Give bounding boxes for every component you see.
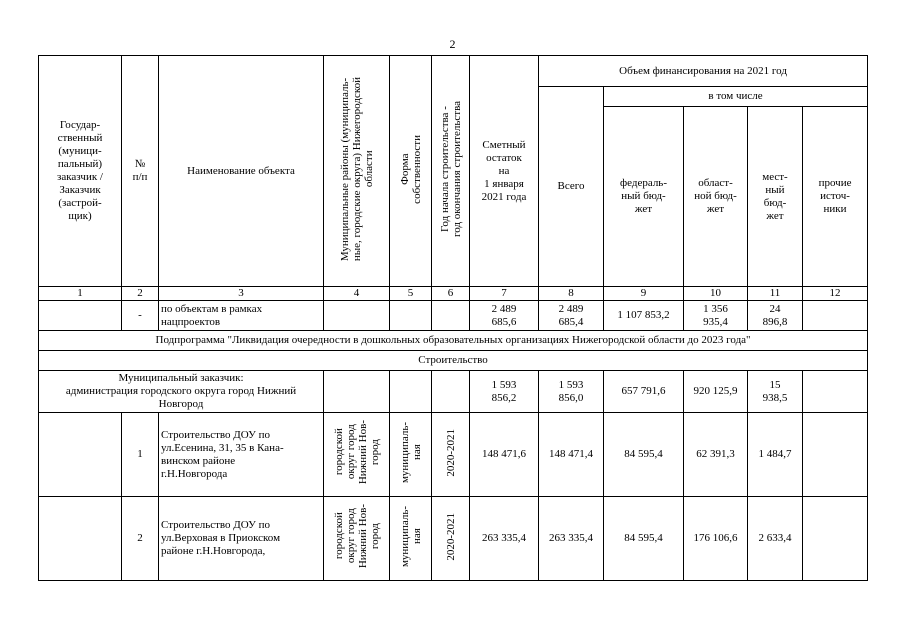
object-num: 1 — [122, 413, 159, 497]
header-federal: федераль- ный бюд- жет — [604, 107, 684, 287]
object-total: 263 335,4 — [539, 497, 604, 581]
table-row — [39, 413, 868, 497]
subprogram-title: Подпрограмма "Ликвидация очередности в дошкольных образовательных организациях Нижегородской области до 2023 года" — [39, 331, 868, 351]
header-funding: Объем финансирования на 2021 год — [539, 56, 868, 87]
header-customer: Государ- ственный (муници- пальный) заказчик / Заказчик (застрой- щик) — [39, 56, 122, 287]
row-local: 24 896,8 — [748, 301, 803, 331]
object-federal: 84 595,4 — [604, 497, 684, 581]
section-title: Строительство — [39, 351, 868, 371]
header-local: мест- ный бюд- жет — [748, 107, 803, 287]
page-number: 2 — [449, 37, 456, 51]
object-local: 2 633,4 — [748, 497, 803, 581]
header-years: Год начала строительства - год окончания строительства — [432, 56, 470, 287]
object-years: 2020-2021 — [432, 497, 470, 581]
national-projects-row — [39, 301, 868, 331]
header-balance: Сметный остаток на 1 января 2021 года — [470, 56, 539, 287]
col-number: 11 — [748, 287, 803, 301]
customer-regional: 920 125,9 — [684, 371, 748, 413]
object-total: 148 471,4 — [539, 413, 604, 497]
object-balance: 148 471,6 — [470, 413, 539, 497]
customer-name: Муниципальный заказчик: администрация городского округа город Нижний Новгород — [39, 371, 324, 413]
object-municipality: городской округ город Нижний Нов- город — [324, 413, 390, 497]
object-years: 2020-2021 — [432, 413, 470, 497]
object-federal: 84 595,4 — [604, 413, 684, 497]
customer-row — [39, 371, 868, 413]
header-num: № п/п — [122, 56, 159, 287]
object-regional: 176 106,6 — [684, 497, 748, 581]
col-number: 6 — [432, 287, 470, 301]
col-number: 2 — [122, 287, 159, 301]
row-federal: 1 107 853,2 — [604, 301, 684, 331]
object-local: 1 484,7 — [748, 413, 803, 497]
col-number: 3 — [159, 287, 324, 301]
row-balance: 2 489 685,6 — [470, 301, 539, 331]
object-balance: 263 335,4 — [470, 497, 539, 581]
header-ownership: Форма собственности — [390, 56, 432, 287]
col-number: 8 — [539, 287, 604, 301]
header-municipality: Муниципальные районы (муниципаль- ные, городские округа) Нижегородской области — [324, 56, 390, 287]
header-including: в том числе — [604, 87, 868, 107]
customer-federal: 657 791,6 — [604, 371, 684, 413]
col-number: 7 — [470, 287, 539, 301]
col-number: 12 — [803, 287, 868, 301]
header-name: Наименование объекта — [159, 56, 324, 287]
header-other: прочие источ- ники — [803, 107, 868, 287]
financing-table — [38, 55, 868, 581]
header-total: Всего — [539, 87, 604, 287]
object-ownership: муниципаль- ная — [390, 497, 432, 581]
row-num: - — [122, 301, 159, 331]
col-number: 5 — [390, 287, 432, 301]
customer-local: 15 938,5 — [748, 371, 803, 413]
object-num: 2 — [122, 497, 159, 581]
col-number: 9 — [604, 287, 684, 301]
object-name: Строительство ДОУ по ул.Есенина, 31, 35 в Кана- винском районе г.Н.Новгорода — [159, 413, 324, 497]
object-name: Строительство ДОУ по ул.Верховая в Приокском районе г.Н.Новгорода, — [159, 497, 324, 581]
object-ownership: муниципаль- ная — [390, 413, 432, 497]
table-row — [39, 497, 868, 581]
customer-balance: 1 593 856,2 — [470, 371, 539, 413]
col-number: 1 — [39, 287, 122, 301]
object-regional: 62 391,3 — [684, 413, 748, 497]
row-regional: 1 356 935,4 — [684, 301, 748, 331]
header-regional: област- ной бюд- жет — [684, 107, 748, 287]
col-number: 10 — [684, 287, 748, 301]
object-municipality: городской округ город Нижний Нов- город — [324, 497, 390, 581]
col-number: 4 — [324, 287, 390, 301]
row-name: по объектам в рамках нацпроектов — [159, 301, 324, 331]
customer-total: 1 593 856,0 — [539, 371, 604, 413]
column-numbers-row — [39, 287, 868, 301]
row-total: 2 489 685,4 — [539, 301, 604, 331]
